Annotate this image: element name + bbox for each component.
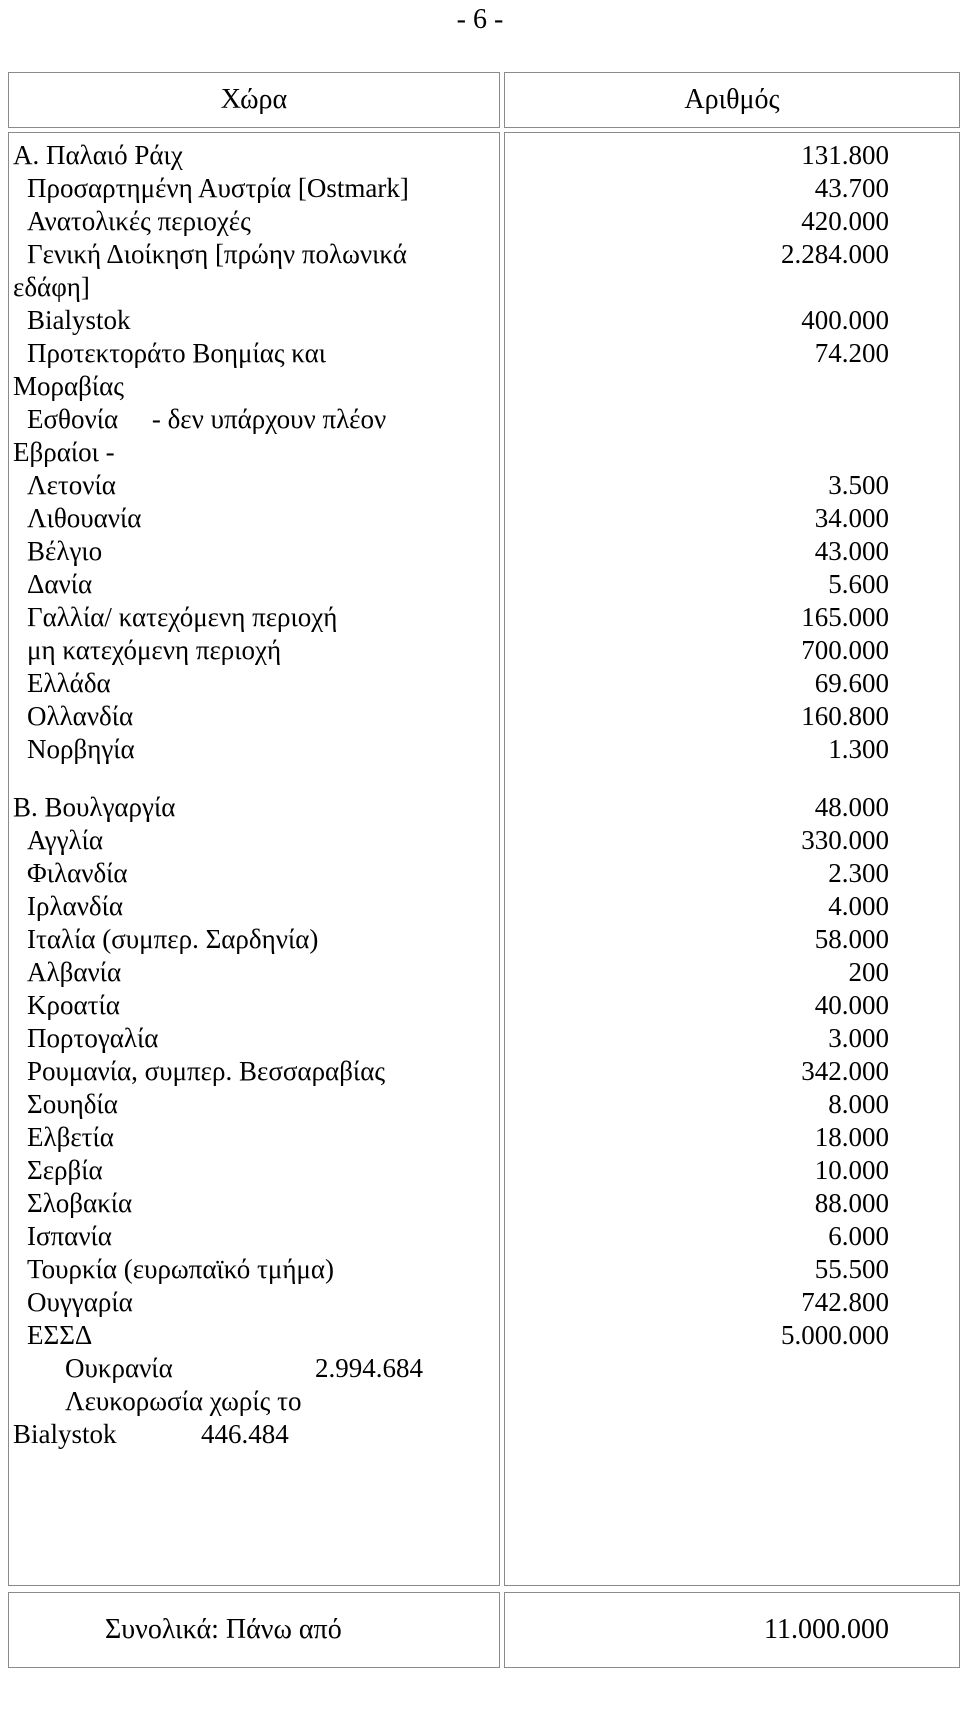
population-value: 342.000	[801, 1056, 889, 1086]
country-label: Εσθονία - δεν υπάρχουν πλέον	[27, 404, 387, 434]
population-value: 8.000	[828, 1089, 889, 1119]
population-value: 34.000	[814, 503, 889, 533]
population-value: 400.000	[801, 305, 889, 335]
population-value: 88.000	[814, 1188, 889, 1218]
population-value: 131.800	[801, 140, 889, 170]
country-label: Προτεκτοράτο Βοημίας και	[27, 338, 327, 368]
country-label: Ιρλανδία	[27, 891, 124, 921]
population-value: 58.000	[814, 924, 889, 954]
population-value: 700.000	[801, 635, 889, 665]
country-label: μη κατεχόμενη περιοχή	[27, 635, 282, 665]
country-label: Ελλάδα	[27, 668, 111, 698]
population-value: 18.000	[814, 1122, 889, 1152]
ussr-sub-label: Λευκορωσία χωρίς το	[65, 1386, 302, 1416]
country-label: Bialystok	[27, 305, 131, 335]
population-value: 48.000	[814, 792, 889, 822]
country-label: Β. Βουλγαργία	[13, 792, 176, 822]
country-label: Μοραβίας	[13, 371, 124, 401]
population-value: 160.800	[801, 701, 889, 731]
country-label: Ιταλία (συμπερ. Σαρδηνία)	[27, 924, 319, 954]
page-number: - 6 -	[456, 4, 504, 35]
header-country: Χώρα	[8, 72, 500, 128]
total-row	[8, 1592, 960, 1668]
population-value: 74.200	[814, 338, 889, 368]
ussr-sub-value: 446.484	[201, 1419, 289, 1449]
country-label: Λιθουανία	[27, 503, 142, 533]
ussr-sub-label: Ουκρανία	[65, 1353, 173, 1383]
country-label: Ισπανία	[27, 1221, 112, 1251]
country-label: Πορτογαλία	[27, 1023, 159, 1053]
population-value: 3.500	[828, 470, 889, 500]
country-label: Ανατολικές περιοχές	[27, 206, 251, 236]
population-value: 55.500	[814, 1254, 889, 1284]
population-value: 4.000	[828, 891, 889, 921]
population-value: 1.300	[828, 734, 889, 764]
ussr-sub-label: Bialystok	[13, 1419, 117, 1449]
population-value: 5.600	[828, 569, 889, 599]
country-label: Ουγγαρία	[27, 1287, 133, 1317]
population-value: 69.600	[814, 668, 889, 698]
country-label: Γενική Διοίκηση [πρώην πολωνικά	[27, 239, 407, 269]
ussr-sub-value: 2.994.684	[315, 1353, 423, 1383]
country-label: ΕΣΣΔ	[27, 1320, 93, 1350]
population-value: 6.000	[828, 1221, 889, 1251]
country-label: Λετονία	[27, 470, 116, 500]
country-column	[8, 132, 500, 1586]
country-label: Τουρκία (ευρωπαϊκό τμήμα)	[27, 1254, 335, 1284]
ussr-sub-row	[65, 1383, 301, 1419]
country-label: Α. Παλαιό Ράιχ	[13, 140, 183, 170]
country-label: Σλοβακία	[27, 1188, 133, 1218]
country-label: Κροατία	[27, 990, 120, 1020]
country-label: Αλβανία	[27, 957, 122, 987]
population-value: 3.000	[828, 1023, 889, 1053]
jewish-population-table	[8, 72, 960, 1586]
country-label: Εβραίοι -	[13, 437, 115, 467]
population-value: 330.000	[801, 825, 889, 855]
population-value: 420.000	[801, 206, 889, 236]
country-label: εδάφη]	[13, 272, 90, 302]
total-label: Συνολικά: Πάνω από	[8, 1592, 500, 1668]
country-label: Προσαρτημένη Αυστρία [Ostmark]	[27, 173, 409, 203]
country-label: Ολλανδία	[27, 701, 134, 731]
country-label: Νορβηγία	[27, 734, 135, 764]
country-label: Δανία	[27, 569, 93, 599]
country-label: Φιλανδία	[27, 858, 128, 888]
ussr-sub-row	[65, 1350, 423, 1386]
country-label: Σουηδία	[27, 1089, 118, 1119]
population-value: 10.000	[814, 1155, 889, 1185]
number-column	[504, 132, 960, 1586]
population-value: 200	[848, 957, 889, 987]
country-label: Γαλλία/ κατεχόμενη περιοχή	[27, 602, 338, 632]
population-value: 40.000	[814, 990, 889, 1020]
population-value: 43.700	[814, 173, 889, 203]
country-label: Ελβετία	[27, 1122, 114, 1152]
country-label: Βέλγιο	[27, 536, 103, 566]
ussr-sub-row	[13, 1416, 289, 1452]
population-value: 5.000.000	[781, 1320, 889, 1350]
country-label: Σερβία	[27, 1155, 103, 1185]
country-label: Ρουμανία, συμπερ. Βεσσαραβίας	[27, 1056, 386, 1086]
header-number: Αριθμός	[504, 72, 960, 128]
population-value: 2.300	[828, 858, 889, 888]
population-value: 742.800	[801, 1287, 889, 1317]
population-value: 165.000	[801, 602, 889, 632]
population-value: 2.284.000	[781, 239, 889, 269]
country-label: Αγγλία	[27, 825, 104, 855]
population-value: 43.000	[814, 536, 889, 566]
total-value: 11.000.000	[504, 1592, 960, 1668]
